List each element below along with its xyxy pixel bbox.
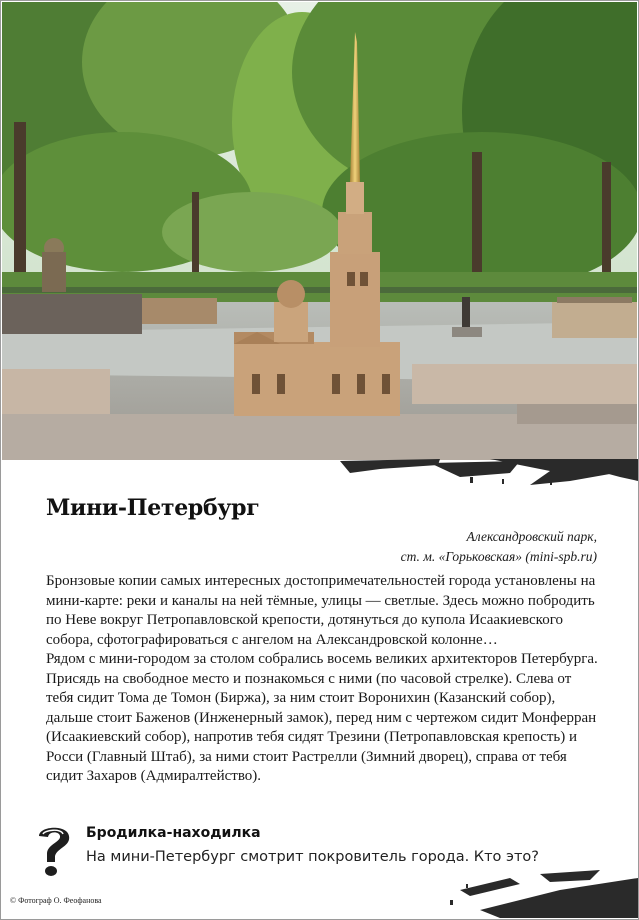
quest-question: На мини-Петербург смотрит покровитель города. Кто это?	[86, 849, 539, 865]
article-title: Мини-Петербург	[46, 495, 260, 521]
photo-credit: © Фотограф О. Феофанова	[10, 896, 102, 905]
location-metro: ст. м. «Горьковская» (mini-spb.ru)	[400, 549, 597, 564]
location-info	[197, 527, 597, 567]
decorative-brush-top	[320, 459, 638, 487]
quest-title: Бродилка-находилка	[86, 825, 261, 841]
article-body	[46, 572, 599, 787]
photo-mini-petersburg	[2, 2, 637, 460]
body-paragraph: Рядом с мини-городом за столом собрались восемь великих архитекторов Петербурга. Присядь на свободное место и познакомься с ними (по часовой стрелке). Слева от тебя сидит Тома де Томон (Биржа), за ним стоит Воронихин (Казанский собор), дальше стоит Баженов (Инженерный замок), перед ним с чертежом сидит Монферран (Исаакиевский собор), напротив тебя сидят Трезини (Петропавловская крепость) и Росси (Главный Штаб), за ними стоит Растрелли (Зимний дворец), справа от тебя сидит Захаров (Адмиралтейство).	[46, 651, 598, 784]
body-paragraph: Бронзовые копии самых интересных достопримечательностей города установлены на мини-карте: реки и каналы на ней тёмные, улицы — светлые. Здесь можно побродить по Неве вокруг Петропавловской крепости, дотянуться до купола Исаакиевского собора, сфотографироваться с ангелом на Александровской колонне…	[46, 573, 596, 648]
decorative-brush-bottom	[440, 870, 638, 918]
location-park: Александровский парк,	[466, 529, 597, 544]
question-brain-icon	[31, 822, 75, 878]
